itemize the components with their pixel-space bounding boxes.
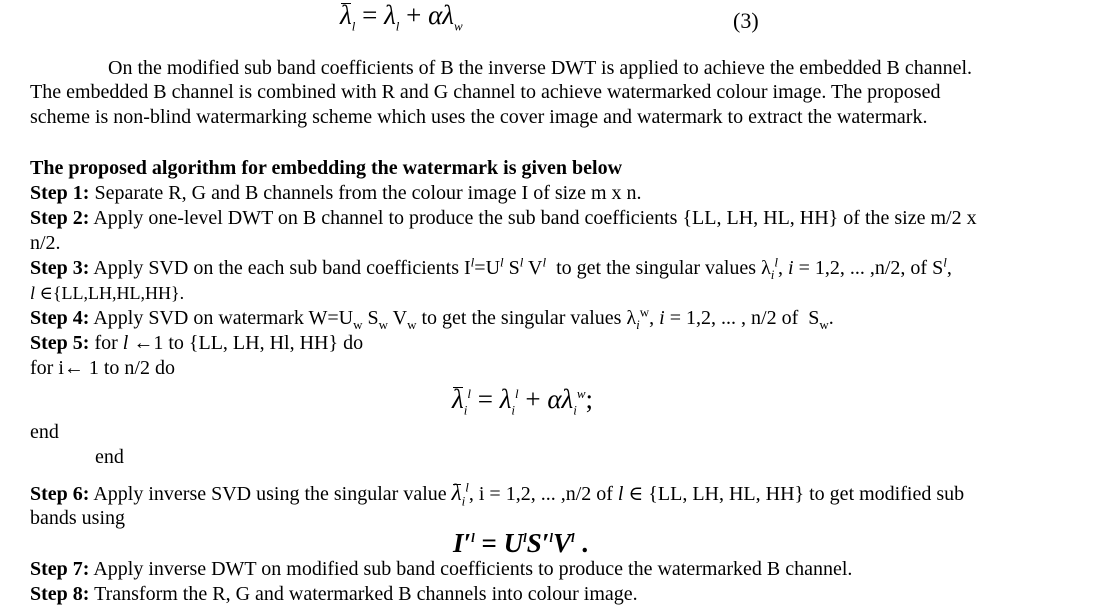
paragraph-line-3: scheme is non-blind watermarking scheme which uses the cover image and watermark to extract the watermark.	[30, 106, 928, 128]
end-outer: end	[95, 446, 124, 468]
inner-loop: for i← 1 to n/2 do	[30, 357, 175, 379]
step-2-label: Step 2:	[30, 207, 90, 229]
step-5-label: Step 5:	[30, 332, 90, 354]
step-1	[30, 181, 642, 205]
step-8: Step 8: Transform the R, G and watermarked B channels into colour image.	[30, 583, 638, 605]
step-6: Step 6: Apply inverse SVD using the singular value $\lambda_i^l$, i = 1,2, ... ,n/2 of l ∈ {LL, LH, HL, HH} to get modified sub	[30, 479, 965, 509]
step-1-text: Separate R, G and B channels from the colour image I of size m x n.	[89, 182, 642, 204]
step-4: Step 4: Apply SVD on watermark $W=U_w$ $S_w$ $V_w$ to get the singular values $\lambda_i^w$, i = 1,2, ... , n/2 of $S_w$.	[30, 304, 834, 332]
step-8-label: Step 8:	[30, 583, 90, 605]
step-2	[30, 206, 977, 230]
equation-3: $\lambda_l = \lambda_l + \alpha\lambda_w$	[340, 0, 463, 34]
algorithm-heading: The proposed algorithm for embedding the watermark is given below	[30, 157, 623, 179]
step-1-label: Step 1:	[30, 182, 90, 204]
step-3: Step 3: Apply SVD on the each sub band coefficients $I^l=U^l$ $S^l$ $V^l$ to get the singular values $\lambda_i^l$, i = 1,2, ... ,n/2, of $S^l$,	[30, 254, 952, 282]
paragraph-line-2: The embedded B channel is combined with R and G channel to achieve watermarked colour image. The proposed	[30, 81, 941, 103]
paragraph-line-1: On the modified sub band coefficients of B the inverse DWT is applied to achieve the embedded B channel.	[108, 57, 973, 79]
step-7-label: Step 7:	[30, 558, 90, 580]
loop-equation: $\lambda_i^l = \lambda_i^l + \alpha\lambda_i^w$;	[452, 384, 594, 418]
end-inner: end	[30, 421, 59, 443]
step-2-text: Apply one-level DWT on B channel to produce the sub band coefficients {LL, LH, HL, HH} of the size m/2 x	[89, 207, 977, 229]
step-2-continuation: n/2.	[30, 232, 61, 254]
step-6-label: Step 6:	[30, 483, 90, 505]
step-6-continuation: bands using	[30, 507, 125, 529]
equation-3-number: (3)	[733, 8, 759, 33]
step-5: Step 5: for l ←1 to {LL, LH, Hl, HH} do	[30, 332, 364, 354]
step-7: Step 7: Apply inverse DWT on modified sub band coefficients to produce the watermarked B channel.	[30, 558, 853, 580]
step-6-equation: $I'^l = U^lS'^lV^l$ .	[453, 528, 589, 558]
step-3-continuation: l ∈{LL,LH,HL,HH}.	[30, 283, 185, 303]
step-4-label: Step 4:	[30, 307, 90, 329]
step-3-label: Step 3:	[30, 257, 90, 279]
